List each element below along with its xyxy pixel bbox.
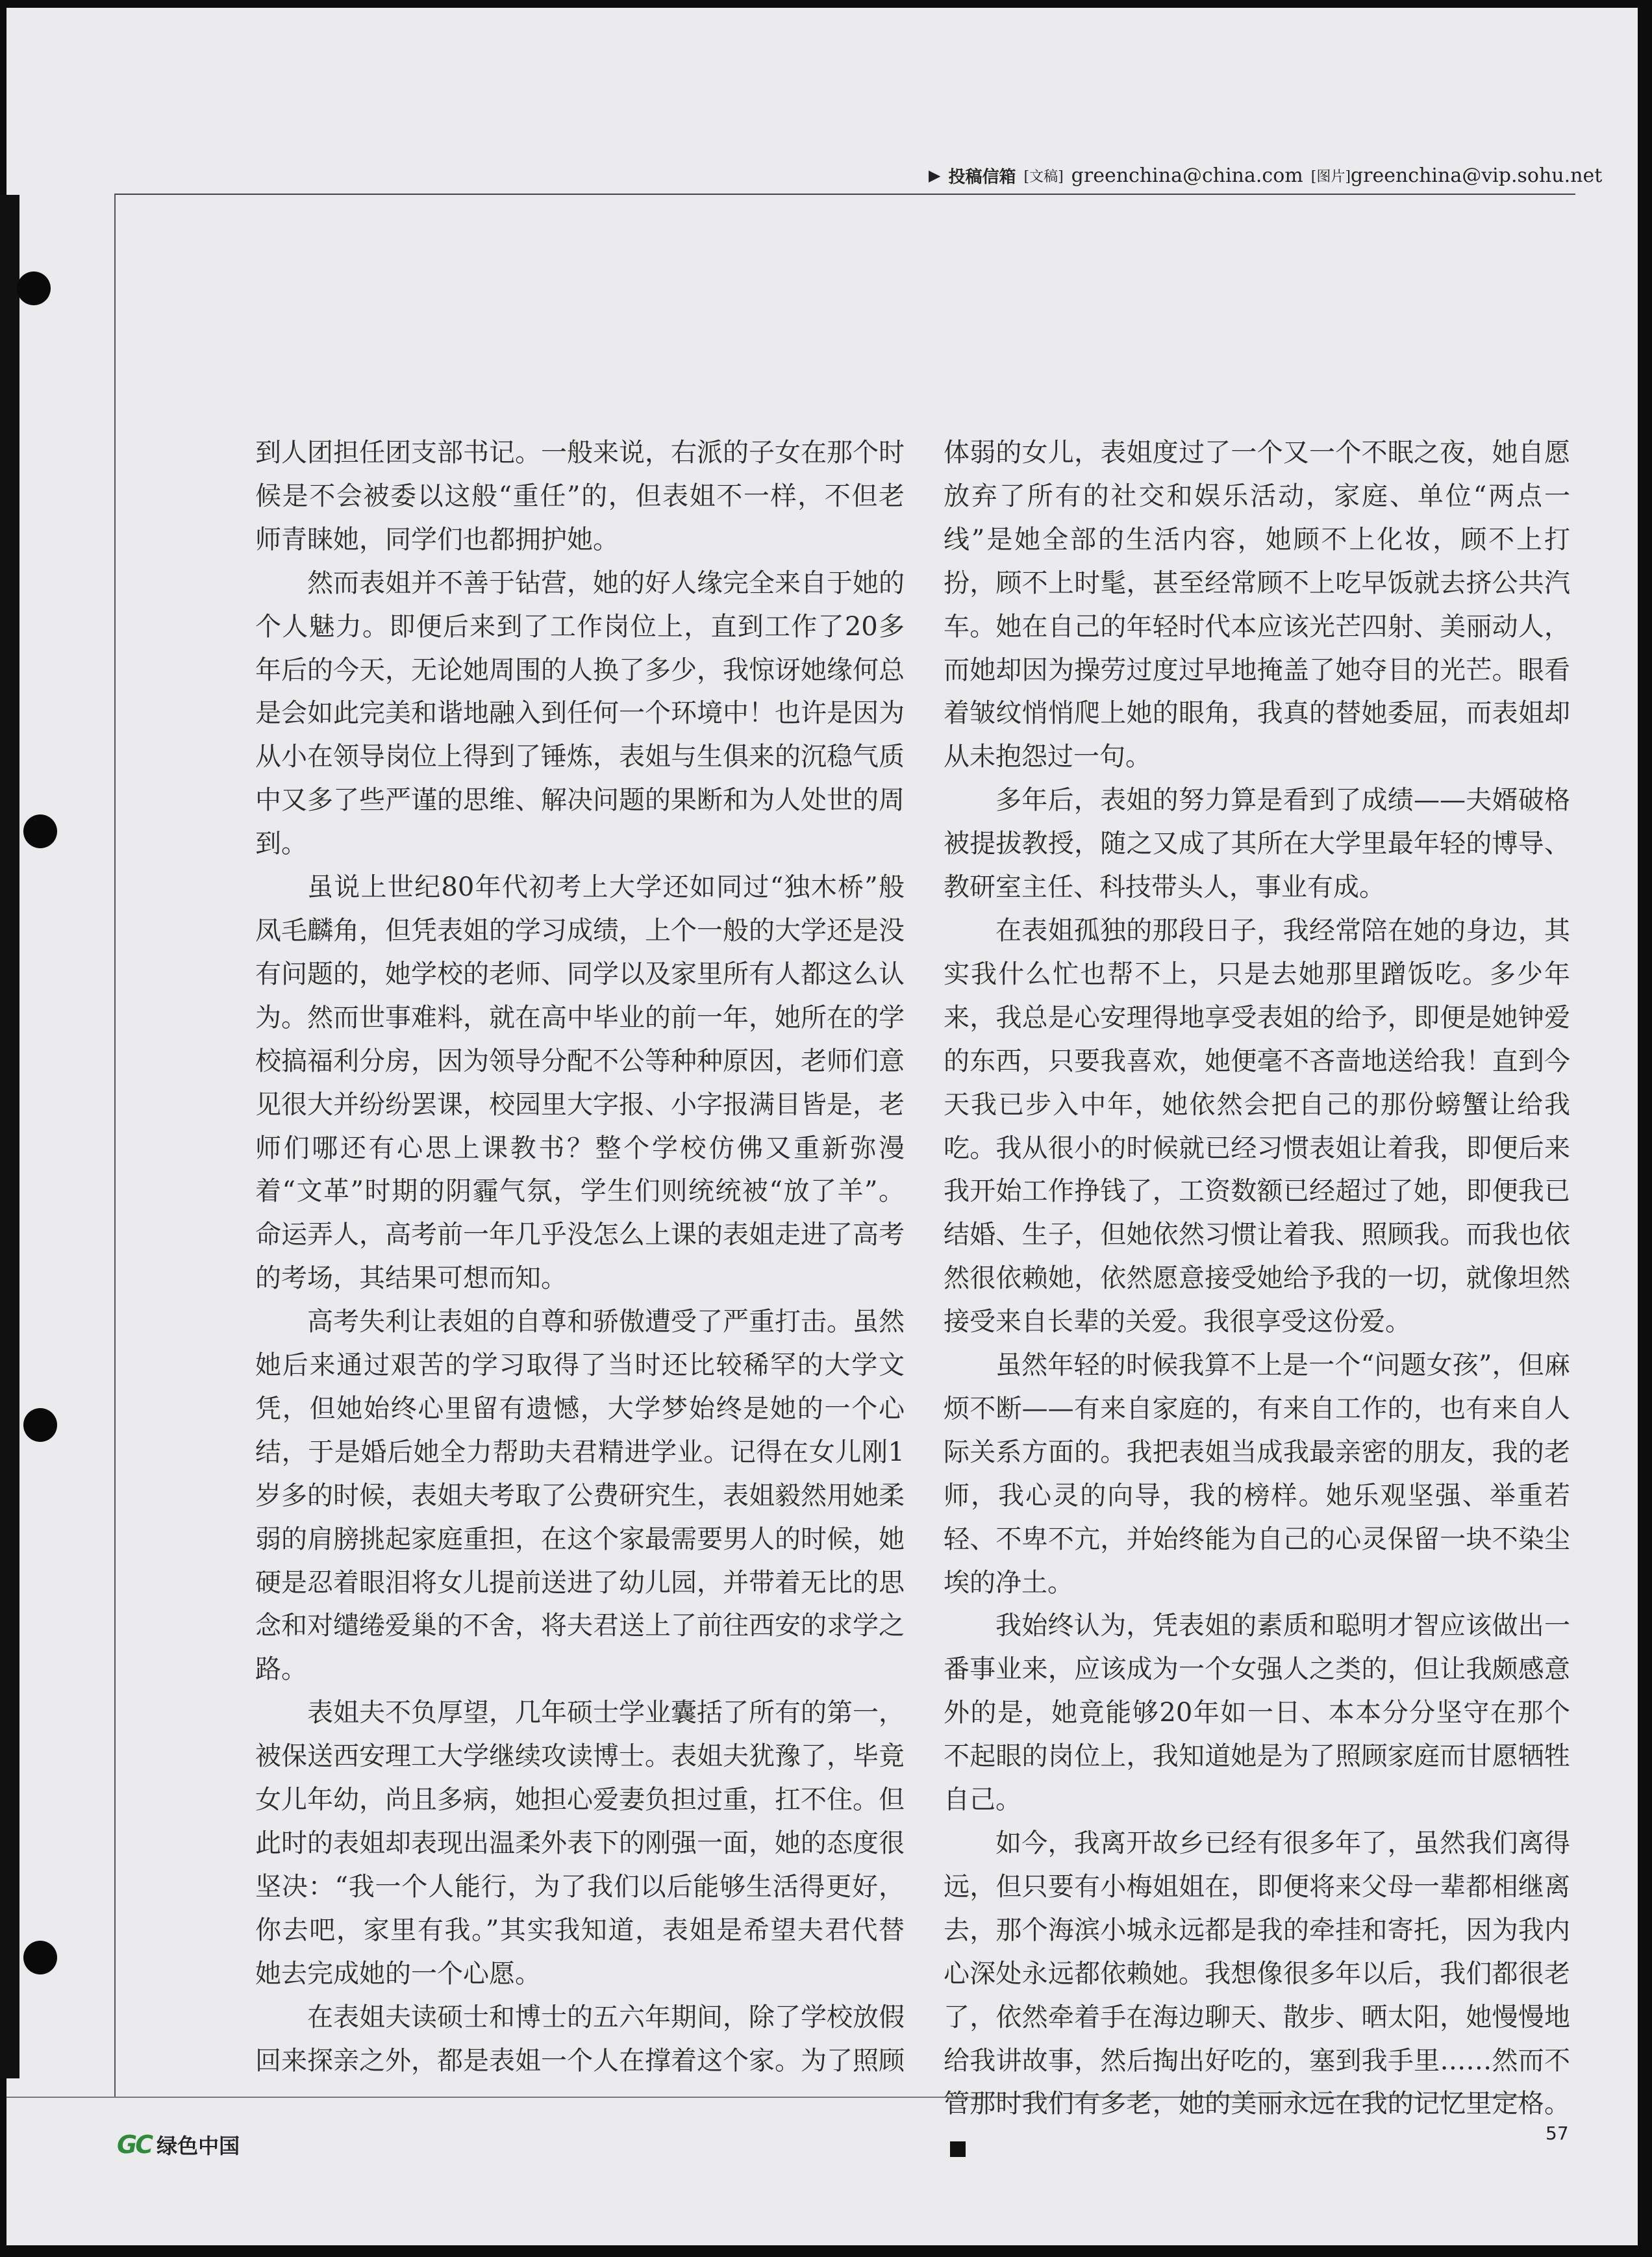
paragraph: 多年后，表姐的努力算是看到了成绩——夫婿破格被提拔教授，随之又成了其所在大学里最年轻的博导、教研室主任、科技带头人，事业有成。 [944, 785, 1570, 903]
text-email[interactable]: greenchina@china.com [1071, 164, 1303, 187]
paragraph: 然而表姐并不善于钻营，她的好人缘完全来自于她的个人魅力。即便后来到了工作岗位上，直到工作了20多年后的今天，无论她周围的人换了多少，我惊讶她缘何总是会如此完美和谐地融入到任何一个环境中！也许是因为从小在领导岗位上得到了锤炼，表姐与生俱来的沉稳气质中又多了些严谨的思维、解决问题的果断和为人处世的周到。 [255, 568, 905, 859]
binding-edge [0, 195, 19, 2078]
header-label: 投稿信箱 [948, 167, 1016, 187]
paragraph: 在表姐孤独的那段日子，我经常陪在她的身边，其实我什么忙也帮不上，只是去她那里蹭饭吃。多少年来，我总是心安理得地享受表姐的给予，即便是她钟爱的东西，只要我喜欢，她便毫不吝啬地送给我！直到今天我已步入中年，她依然会把自己的那份螃蟹让给我吃。我从很小的时候就已经习惯表姐让着我，即便后来我开始工作挣钱了，工资数额已经超过了她，即便我已结婚、生子，但她依然习惯让着我、照顾我。而我也依然很依赖她，依然愿意接受她给予我的一切，就像坦然接受来自长辈的关爱。我很享受这份爱。 [944, 915, 1570, 1337]
right-column [944, 431, 1570, 2169]
submission-header [929, 162, 1603, 188]
image-tag: [图片] [1310, 168, 1351, 185]
binder-hole [17, 271, 51, 305]
binder-hole [23, 1408, 57, 1442]
magazine-name: 绿色中国 [156, 2134, 240, 2158]
paragraph: 高考失利让表姐的自尊和骄傲遭受了严重打击。虽然她后来通过艰苦的学习取得了当时还比较稀罕的大学文凭，但她始终心里留有遗憾，大学梦始终是她的一个心结，于是婚后她全力帮助夫君精进学业。记得在女儿刚1岁多的时候，表姐夫考取了公费研究生，表姐毅然用她柔弱的肩膀挑起家庭重担，在这个家最需要男人的时候，她硬是忍着眼泪将女儿提前送进了幼儿园，并带着无比的思念和对缱绻爱巢的不舍，将夫君送上了前往西安的求学之路。 [255, 1307, 905, 1685]
text-tag: [文稿] [1023, 168, 1064, 185]
paragraph: 我始终认为，凭表姐的素质和聪明才智应该做出一番事业来，应该成为一个女强人之类的，但让我颇感意外的是，她竟能够20年如一日、本本分分坚守在那个不起眼的岗位上，我知道她是为了照顾家庭而甘愿牺牲自己。 [944, 1611, 1570, 1815]
arrow-icon: ▶ [929, 166, 941, 184]
paragraph: 表姐夫不负厚望，几年硕士学业囊括了所有的第一，被保送西安理工大学继续攻读博士。表姐夫犹豫了，毕竟女儿年幼，尚且多病，她担心爱妻负担过重，扛不住。但此时的表姐却表现出温柔外表下的刚强一面，她的态度很坚决：“我一个人能行，为了我们以后能够生活得更好，你去吧，家里有我。”其实我知道，表姐是希望夫君代替她去完成她的一个心愿。 [255, 1698, 905, 1989]
left-margin-rule [114, 194, 116, 2097]
binder-hole [23, 1941, 57, 1974]
paragraph: 体弱的女儿，表姐度过了一个又一个不眠之夜，她自愿放弃了所有的社交和娱乐活动，家庭、单位“两点一线”是她全部的生活内容，她顾不上化妆，顾不上打扮，顾不上时髦，甚至经常顾不上吃早饭就去挤公共汽车。她在自己的年轻时代本应该光芒四射、美丽动人，而她却因为操劳过度过早地掩盖了她夺目的光芒。眼看着皱纹悄悄爬上她的眼角，我真的替她委屈，而表姐却从未抱怨过一句。 [944, 438, 1570, 772]
end-mark-icon [950, 2141, 966, 2157]
header-rule [114, 194, 1575, 195]
magazine-logo [117, 2130, 240, 2159]
binder-hole [23, 814, 57, 848]
logo-mark: GC [117, 2130, 152, 2159]
paragraph: 在表姐夫读硕士和博士的五六年期间，除了学校放假回来探亲之外，都是表姐一个人在撑着这个家。为了照顾 [255, 2002, 905, 2076]
paragraph: 到人团担任团支部书记。一般来说，右派的子女在那个时候是不会被委以这般“重任”的，但表姐不一样，不但老师青睐她，同学们也都拥护她。 [255, 438, 905, 555]
left-column [255, 431, 905, 2082]
paragraph: 虽说上世纪80年代初考上大学还如同过“独木桥”般凤毛麟角，但凭表姐的学习成绩，上个一般的大学还是没有问题的，她学校的老师、同学以及家里所有人都这么认为。然而世事难料，就在高中毕业的前一年，她所在的学校搞福利分房，因为领导分配不公等种种原因，老师们意见很大并纷纷罢课，校园里大字报、小字报满目皆是，老师们哪还有心思上课教书？整个学校仿佛又重新弥漫着“文革”时期的阴霾气氛，学生们则统统被“放了羊”。命运弄人，高考前一年几乎没怎么上课的表姐走进了高考的考场，其结果可想而知。 [255, 872, 905, 1294]
image-email[interactable]: greenchina@vip.sohu.net [1350, 164, 1603, 187]
page-number: 57 [1546, 2123, 1569, 2144]
paragraph: 虽然年轻的时候我算不上是一个“问题女孩”，但麻烦不断——有来自家庭的，有来自工作的，也有来自人际关系方面的。我把表姐当成我最亲密的朋友，我的老师，我心灵的向导，我的榜样。她乐观坚强、举重若轻、不卑不亢，并始终能为自己的心灵保留一块不染尘埃的净土。 [944, 1350, 1570, 1598]
paragraph-text: 如今，我离开故乡已经有很多年了，虽然我们离得远，但只要有小梅姐姐在，即便将来父母一辈都相继离去，那个海滨小城永远都是我的牵挂和寄托，因为我内心深处永远都依赖她。我想像很多年以后，我们都很老了，依然牵着手在海边聊天、散步、晒太阳，她慢慢地给我讲故事，然后掏出好吃的，塞到我手里……然而不管那时我们有多老，她的美丽永远在我的记忆里定格。 [944, 1828, 1570, 2119]
last-paragraph [944, 1822, 1570, 2169]
